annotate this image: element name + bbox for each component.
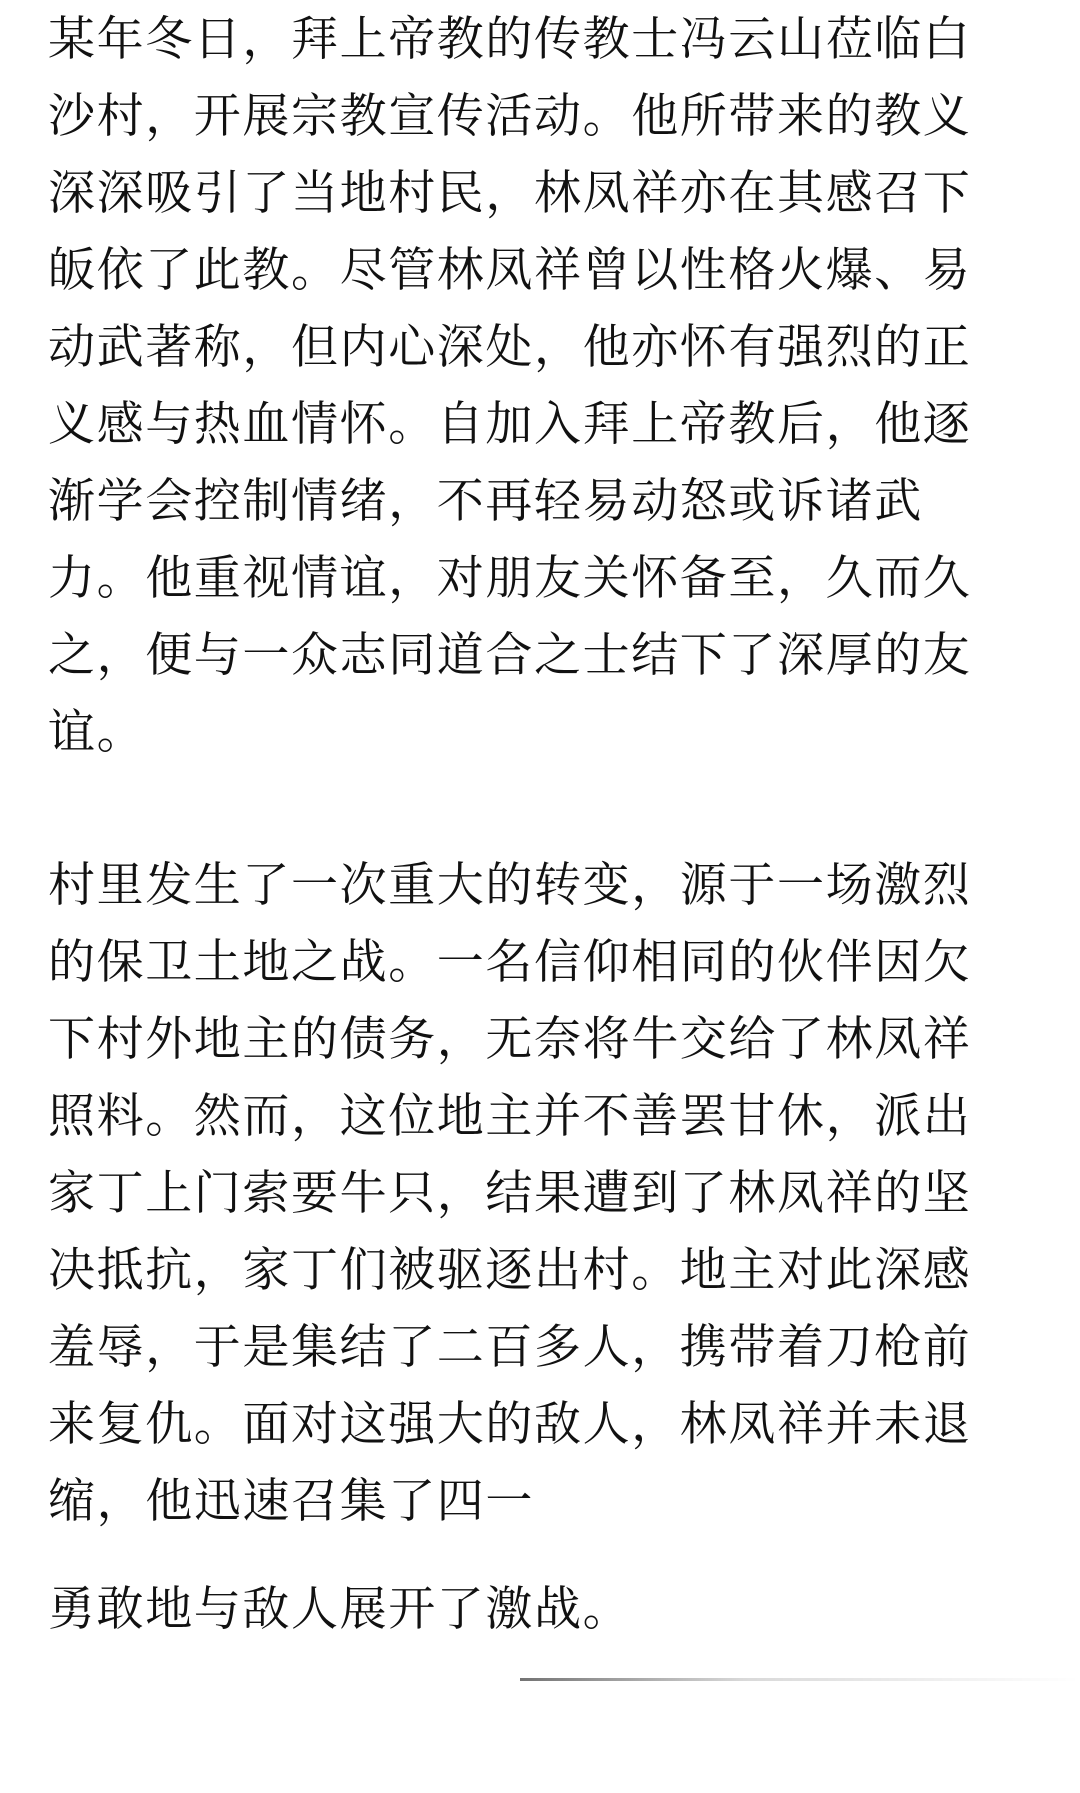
paragraph-2-line-1: 村里发生了一次重大的转变，源于一场激烈 [48,858,972,913]
paragraph-1-line-9: 之，便与一众志同道合之士结下了深厚的友 [48,628,972,683]
truncation-fade-rule [520,1678,1080,1681]
paragraph-1-line-5: 动武著称，但内心深处，他亦怀有强烈的正 [48,320,972,375]
paragraph-1-line-4: 皈依了此教。尽管林凤祥曾以性格火爆、易 [48,243,972,298]
paragraph-1-line-8: 力。他重视情谊，对朋友关怀备至，久而久 [48,551,972,606]
paragraph-1-line-10: 谊。 [48,705,146,760]
paragraph-2-line-5: 家丁上门索要牛只，结果遭到了林凤祥的坚 [48,1166,972,1221]
paragraph-2-line-3: 下村外地主的债务，无奈将牛交给了林凤祥 [48,1012,972,1067]
paragraph-1-line-6: 义感与热血情怀。自加入拜上帝教后，他逐 [48,397,972,452]
paragraph-1-line-1: 某年冬日，拜上帝教的传教士冯云山莅临白 [48,12,972,67]
paragraph-1-line-7: 渐学会控制情绪，不再轻易动怒或诉诸武 [48,474,923,529]
paragraph-2-line-10: 勇敢地与敌人展开了激战。 [48,1582,632,1637]
paragraph-2-line-9: 缩，他迅速召集了四一 [48,1474,534,1529]
paragraph-1-line-2: 沙村，开展宗教宣传活动。他所带来的教义 [48,89,972,144]
paragraph-2-line-8: 来复仇。面对这强大的敌人，林凤祥并未退 [48,1397,972,1452]
truncation-fade [460,1640,1080,1710]
paragraph-2-line-2: 的保卫土地之战。一名信仰相同的伙伴因欠 [48,935,972,990]
paragraph-2-line-7: 羞辱，于是集结了二百多人，携带着刀枪前 [48,1320,972,1375]
paragraph-2-line-4: 照料。然而，这位地主并不善罢甘休，派出 [48,1089,972,1144]
paragraph-1-line-3: 深深吸引了当地村民，林凤祥亦在其感召下 [48,166,972,221]
paragraph-2-line-6: 决抵抗，家丁们被驱逐出村。地主对此深感 [48,1243,972,1298]
